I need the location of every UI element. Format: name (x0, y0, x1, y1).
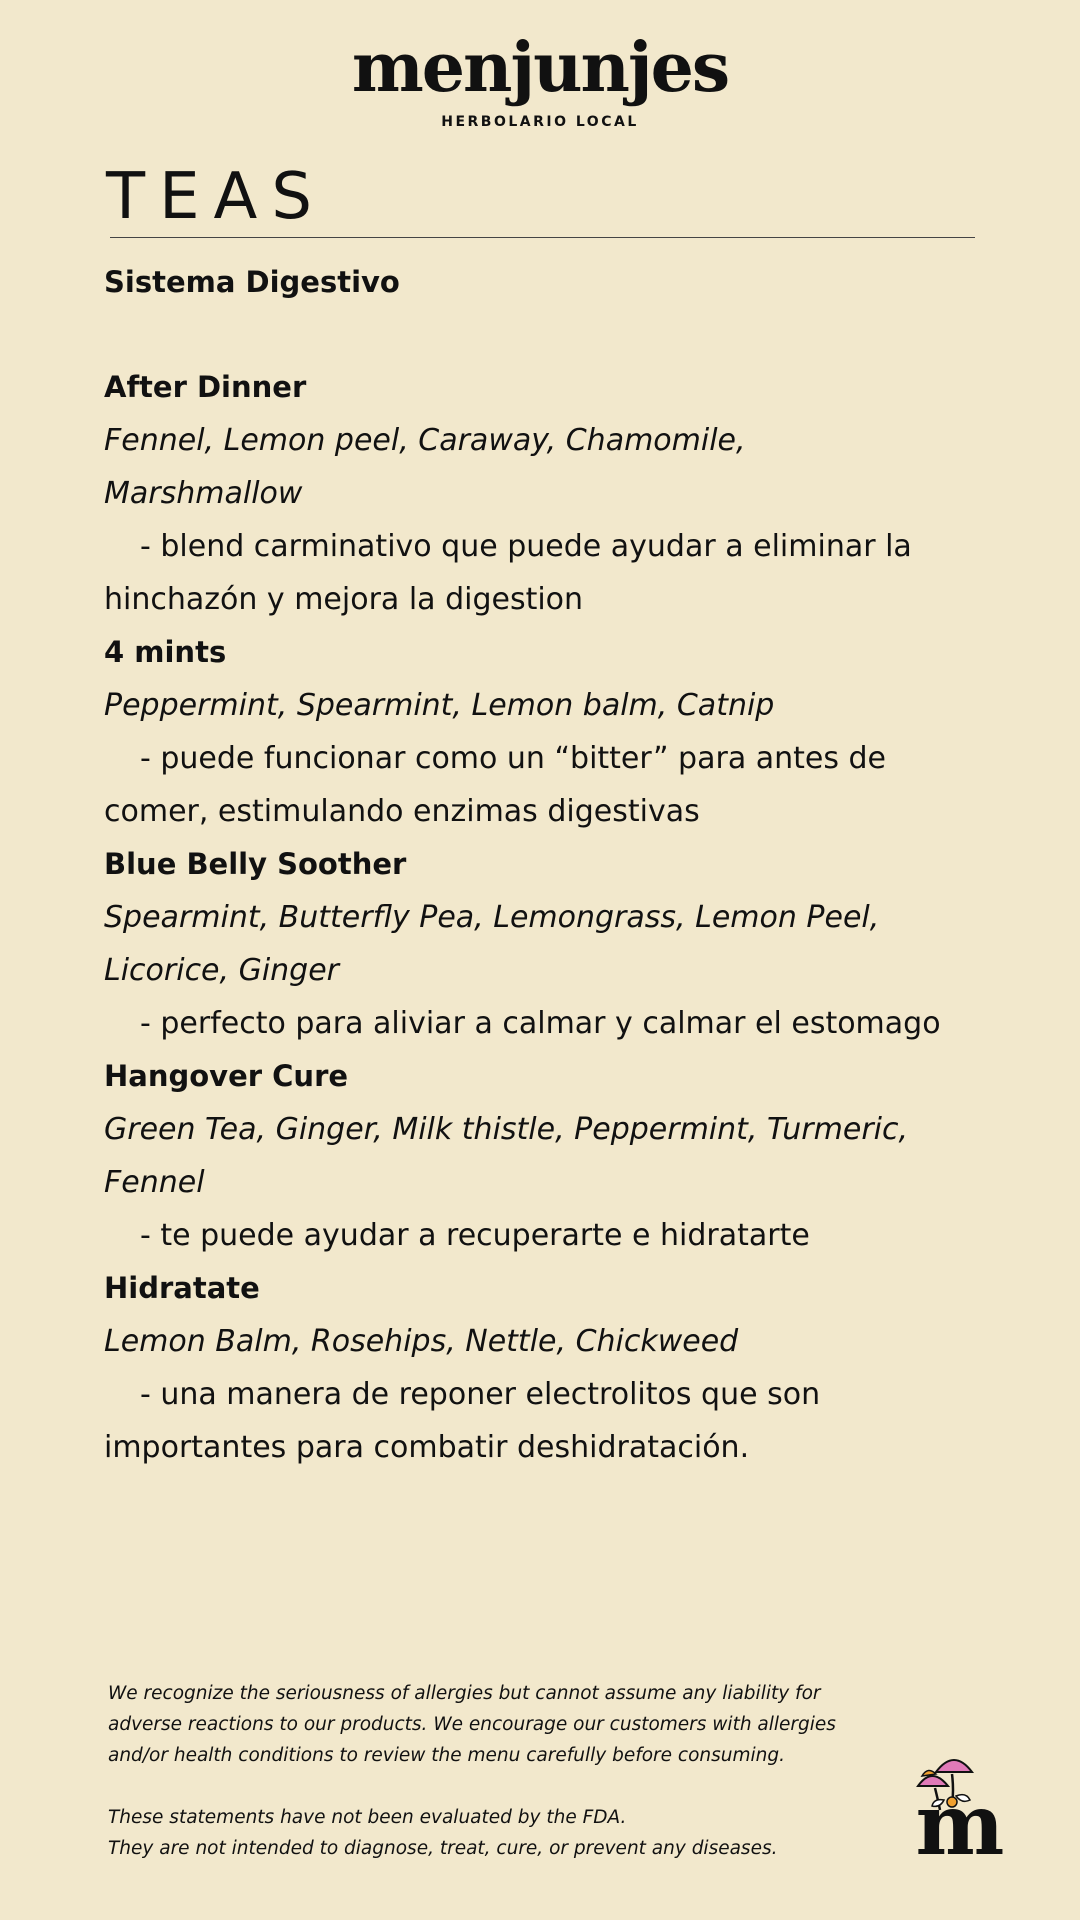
brand-logo (0, 28, 1080, 130)
title-divider (110, 237, 975, 238)
fda-statement-line: These statements have not been evaluated by the FDA. (108, 1807, 627, 1828)
disclaimer-line: adverse reactions to our products. We encourage our customers with allergies (108, 1714, 836, 1735)
tea-ingredients: Peppermint, Spearmint, Lemon balm, Catnip (104, 688, 775, 723)
tea-ingredients: Spearmint, Butterfly Pea, Lemongrass, Lemon Peel, Licorice, Ginger (104, 900, 880, 988)
tea-name: Hangover Cure (104, 1059, 349, 1093)
page-title: TEAS (106, 160, 326, 234)
tea-item (104, 626, 984, 838)
tea-ingredients: Green Tea, Ginger, Milk thistle, Peppermint, Turmeric, Fennel (104, 1112, 909, 1200)
section-title: Sistema Digestivo (104, 265, 400, 299)
disclaimer-line: and/or health conditions to review the menu carefully before consuming. (108, 1745, 785, 1766)
tea-name: After Dinner (104, 370, 307, 404)
disclaimer-spacer (108, 1771, 888, 1802)
brand-name: menjunjes (351, 28, 729, 108)
tea-description: - te puede ayudar a recuperarte e hidratarte (140, 1218, 810, 1253)
tea-description: - una manera de reponer electrolitos que son importantes para combatir deshidratación. (104, 1377, 821, 1465)
brand-tagline: HERBOLARIO LOCAL (441, 114, 639, 130)
tea-description: - puede funcionar como un “bitter” para antes de comer, estimulando enzimas digestivas (104, 741, 887, 829)
tea-item (104, 1262, 984, 1474)
tea-item (104, 361, 984, 626)
tea-name: Hidratate (104, 1271, 260, 1305)
fda-statement-line: They are not intended to diagnose, treat, cure, or prevent any diseases. (108, 1838, 778, 1859)
tea-name: Blue Belly Soother (104, 847, 407, 881)
logo-letter: m (915, 1775, 1005, 1860)
tea-description: - blend carminativo que puede ayudar a eliminar la hinchazón y mejora la digestion (104, 529, 912, 617)
disclaimer (108, 1678, 888, 1864)
mushroom-m-logo-icon (900, 1740, 1020, 1860)
tea-item (104, 838, 984, 1050)
tea-description: - perfecto para aliviar a calmar y calmar el estomago (140, 1006, 941, 1041)
menu-content (104, 256, 984, 1474)
disclaimer-line: We recognize the seriousness of allergies but cannot assume any liability for (108, 1683, 821, 1704)
tea-ingredients: Lemon Balm, Rosehips, Nettle, Chickweed (104, 1324, 739, 1359)
tea-ingredients: Fennel, Lemon peel, Caraway, Chamomile, Marshmallow (104, 423, 746, 511)
tea-item (104, 1050, 984, 1262)
tea-name: 4 mints (104, 635, 227, 669)
